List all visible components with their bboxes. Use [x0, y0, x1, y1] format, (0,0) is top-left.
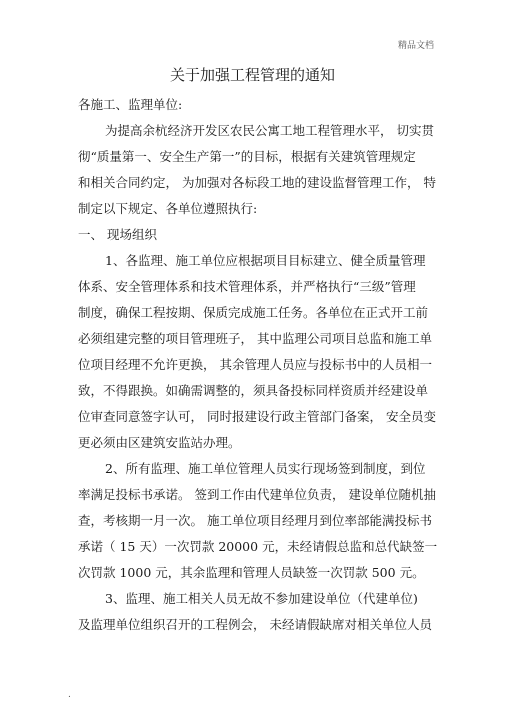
body-line: 次罚款 1000 元，其余监理和管理人员缺签一次罚款 500 元。 — [78, 565, 425, 580]
body-line: 彻“质量第一、安全生产第一”的目标，根据有关建筑管理规定 — [78, 149, 416, 164]
body-line: 更必须由区建筑安监站办理。 — [78, 435, 241, 450]
body-line: 承诺（ 15 天）一次罚款 20000 元，未经请假总监和总代缺签一 — [78, 539, 438, 554]
body-line: 体系、安全管理体系和技术管理体系，并严格执行“三级”管理 — [78, 279, 416, 294]
body-line: 必须组建完整的项目管理班子， 其中监理公司项目总监和施工单 — [78, 331, 432, 346]
body-line: 为提高余杭经济开发区农民公寓工地工程管理水平， 切实贯 — [105, 123, 434, 138]
body-line: 致，不得跟换。如确需调整的，须具备投标同样资质并经建设单 — [78, 383, 429, 398]
body-line: 查，考核期一月一次。 施工单位项目经理月到位率部能满投标书 — [78, 513, 432, 528]
body-line: 3、监理、施工相关人员无故不参加建设单位（代建单位) — [105, 591, 418, 606]
section-heading: 一、 现场组织 — [78, 227, 157, 242]
body-line: 率满足投标书承诺。 签到工作由代建单位负责， 建设单位随机抽 — [78, 487, 436, 502]
body-line: 位审查同意签字认可， 同时报建设行政主管部门备案， 安全员变 — [78, 409, 436, 424]
body-line: 和相关合同约定， 为加强对各标段工地的建设监督管理工作， 特 — [78, 175, 436, 190]
body-line: 位项目经理不允许更换， 其余管理人员应与投标书中的人员相一 — [78, 357, 432, 372]
body-line: 制度，确保工程按期、保质完成施工任务。各单位在正式开工前 — [78, 305, 429, 320]
footer-mark: . — [68, 690, 71, 700]
body-line: 1、各监理、施工单位应根据项目目标建立、健全质量管理 — [105, 253, 426, 268]
body-line: 制定以下规定、各单位遵照执行: — [78, 201, 258, 216]
salutation: 各施工、监理单位: — [78, 97, 183, 112]
body-line: 2、所有监理、施工单位管理人员实行现场签到制度，到位 — [105, 461, 426, 476]
document-title: 关于加强工程管理的通知 — [169, 66, 335, 84]
page-header-label: 精品文档 — [398, 41, 435, 51]
body-line: 及监理单位组织召开的工程例会， 未经请假缺席对相关单位人员 — [78, 617, 432, 632]
